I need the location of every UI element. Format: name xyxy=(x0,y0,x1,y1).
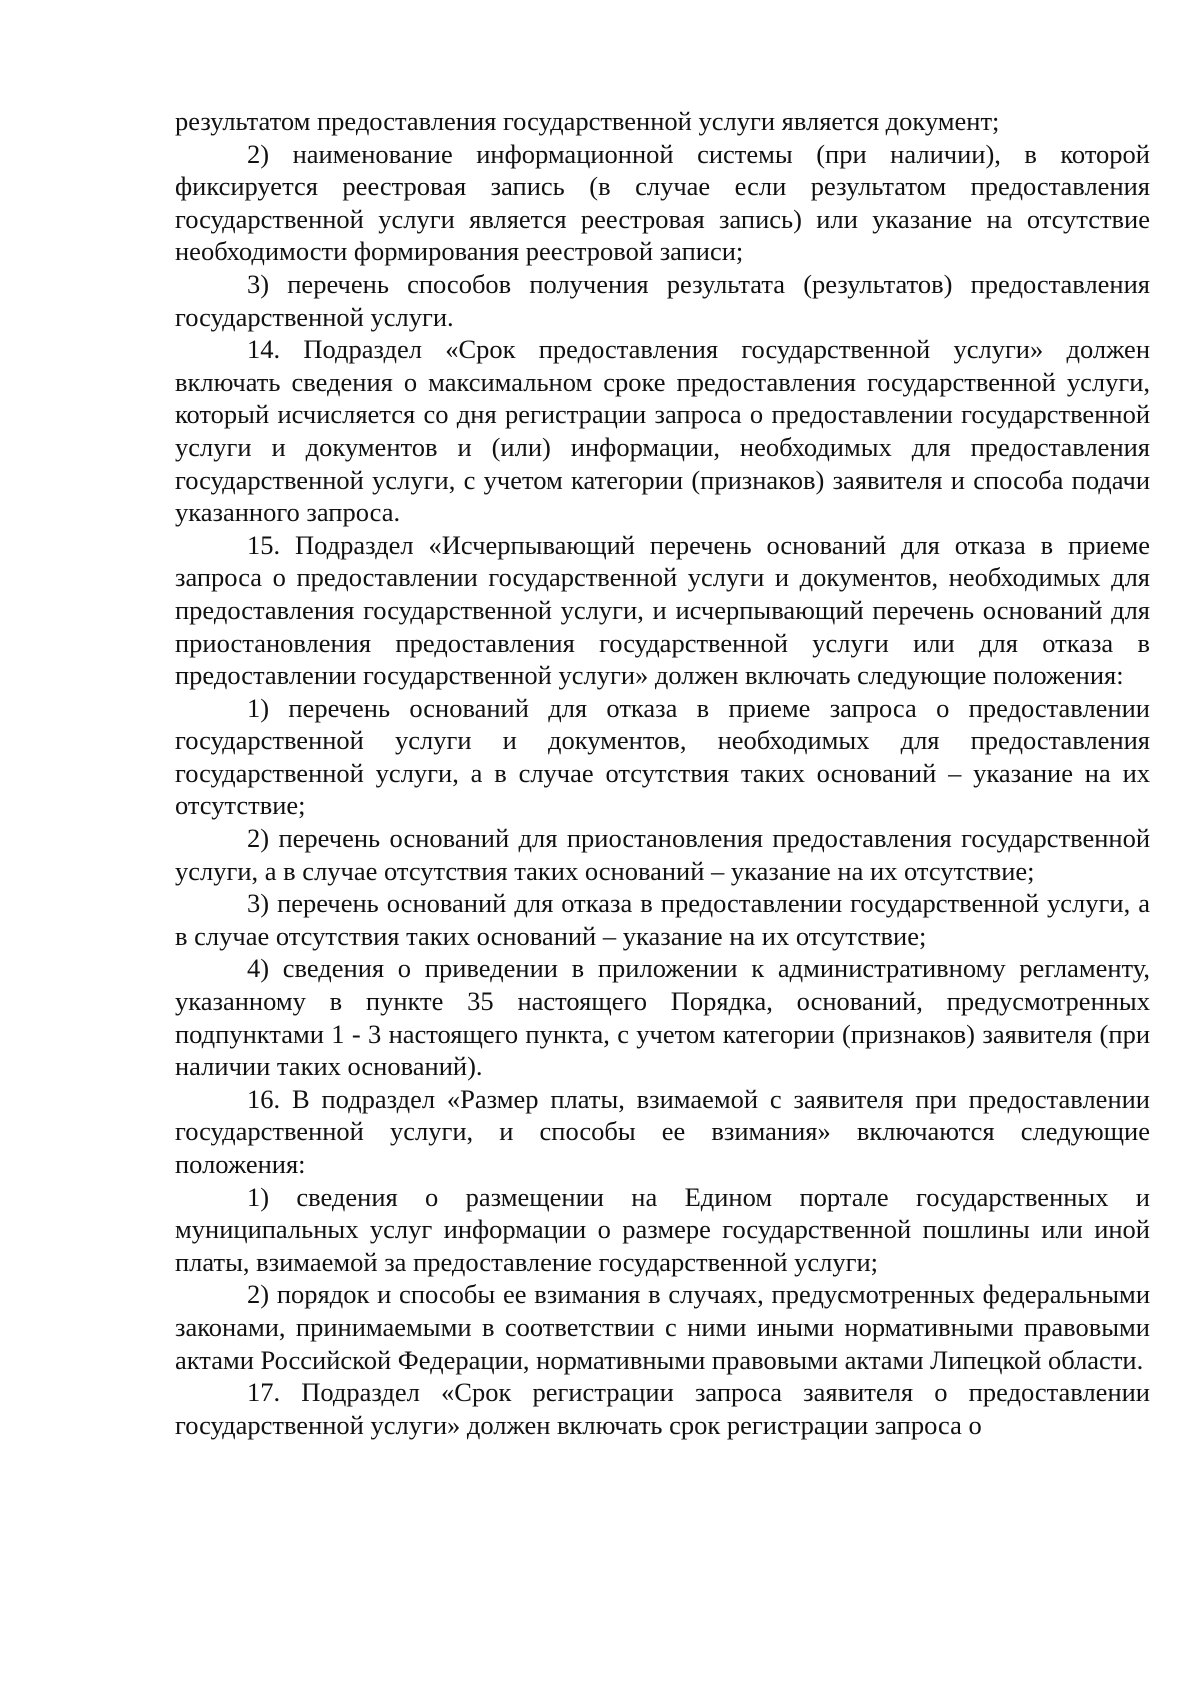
paragraph-section-15-item-1: 1) перечень оснований для отказа в приеме запроса о предоставлении государственной услуги и документов, необходимых для предоставления государственной услуги, а в случае отсутствия таких оснований – указание на их отсутствие; xyxy=(175,692,1150,821)
paragraph-section-15-item-2: 2) перечень оснований для приостановления предоставления государственной услуги, а в случае отсутствия таких оснований – указание на их отсутствие; xyxy=(175,823,1150,886)
paragraph-section-14: 14. Подраздел «Срок предоставления государственной услуги» должен включать сведения о максимальном сроке предоставления государственной услуги, который исчисляется со дня регистрации запроса о предоставлении государственной услуги и документов и (или) информации, необходимых для предоставления государственной услуги, с учетом категории (признаков) заявителя и способа подачи указанного запроса. xyxy=(175,334,1150,528)
document-page xyxy=(175,105,1150,1441)
paragraph-item-3-result-methods: 3) перечень способов получения результата (результатов) предоставления государственной услуги. xyxy=(175,268,1150,332)
paragraph-item-2-registry: 2) наименование информационной системы (при наличии), в которой фиксируется реестровая запись (в случае если результатом предоставления государственной услуги является реестровая запись) или указание на отсутствие необходимости формирования реестровой записи; xyxy=(175,138,1150,267)
paragraph-section-16: 16. В подраздел «Размер платы, взимаемой с заявителя при предоставлении государственной услуги, и способы ее взимания» включаются следующие положения: xyxy=(175,1083,1150,1179)
paragraph-section-15: 15. Подраздел «Исчерпывающий перечень оснований для отказа в приеме запроса о предоставлении государственной услуги и документов, необходимых для предоставления государственной услуги, и исчерпывающий перечень оснований для приостановления предоставления государственной услуги или для отказа в предоставлении государственной услуги» должен включать следующие положения: xyxy=(175,529,1150,691)
paragraph-section-15-item-3: 3) перечень оснований для отказа в предоставлении государственной услуги, а в случае отсутствия таких оснований – указание на их отсутствие; xyxy=(175,888,1150,951)
paragraph-section-17: 17. Подраздел «Срок регистрации запроса заявителя о предоставлении государственной услуги» должен включать срок регистрации запроса о xyxy=(175,1377,1150,1440)
paragraph-continuation: результатом предоставления государственной услуги является документ; xyxy=(175,106,1000,136)
paragraph-section-15-item-4: 4) сведения о приведении в приложении к административному регламенту, указанному в пункте 35 настоящего Порядка, оснований, предусмотренных подпунктами 1 - 3 настоящего пункта, с учетом категории (признаков) заявителя (при наличии таких оснований). xyxy=(175,953,1150,1082)
paragraph-section-16-item-1: 1) сведения о размещении на Едином портале государственных и муниципальных услуг информации о размере государственной пошлины или иной платы, взимаемой за предоставление государственной услуги; xyxy=(175,1181,1150,1277)
paragraph-section-16-item-2: 2) порядок и способы ее взимания в случаях, предусмотренных федеральными законами, принимаемыми в соответствии с ними иными нормативными правовыми актами Российской Федерации, нормативными правовыми актами Липецкой области. xyxy=(175,1279,1150,1375)
